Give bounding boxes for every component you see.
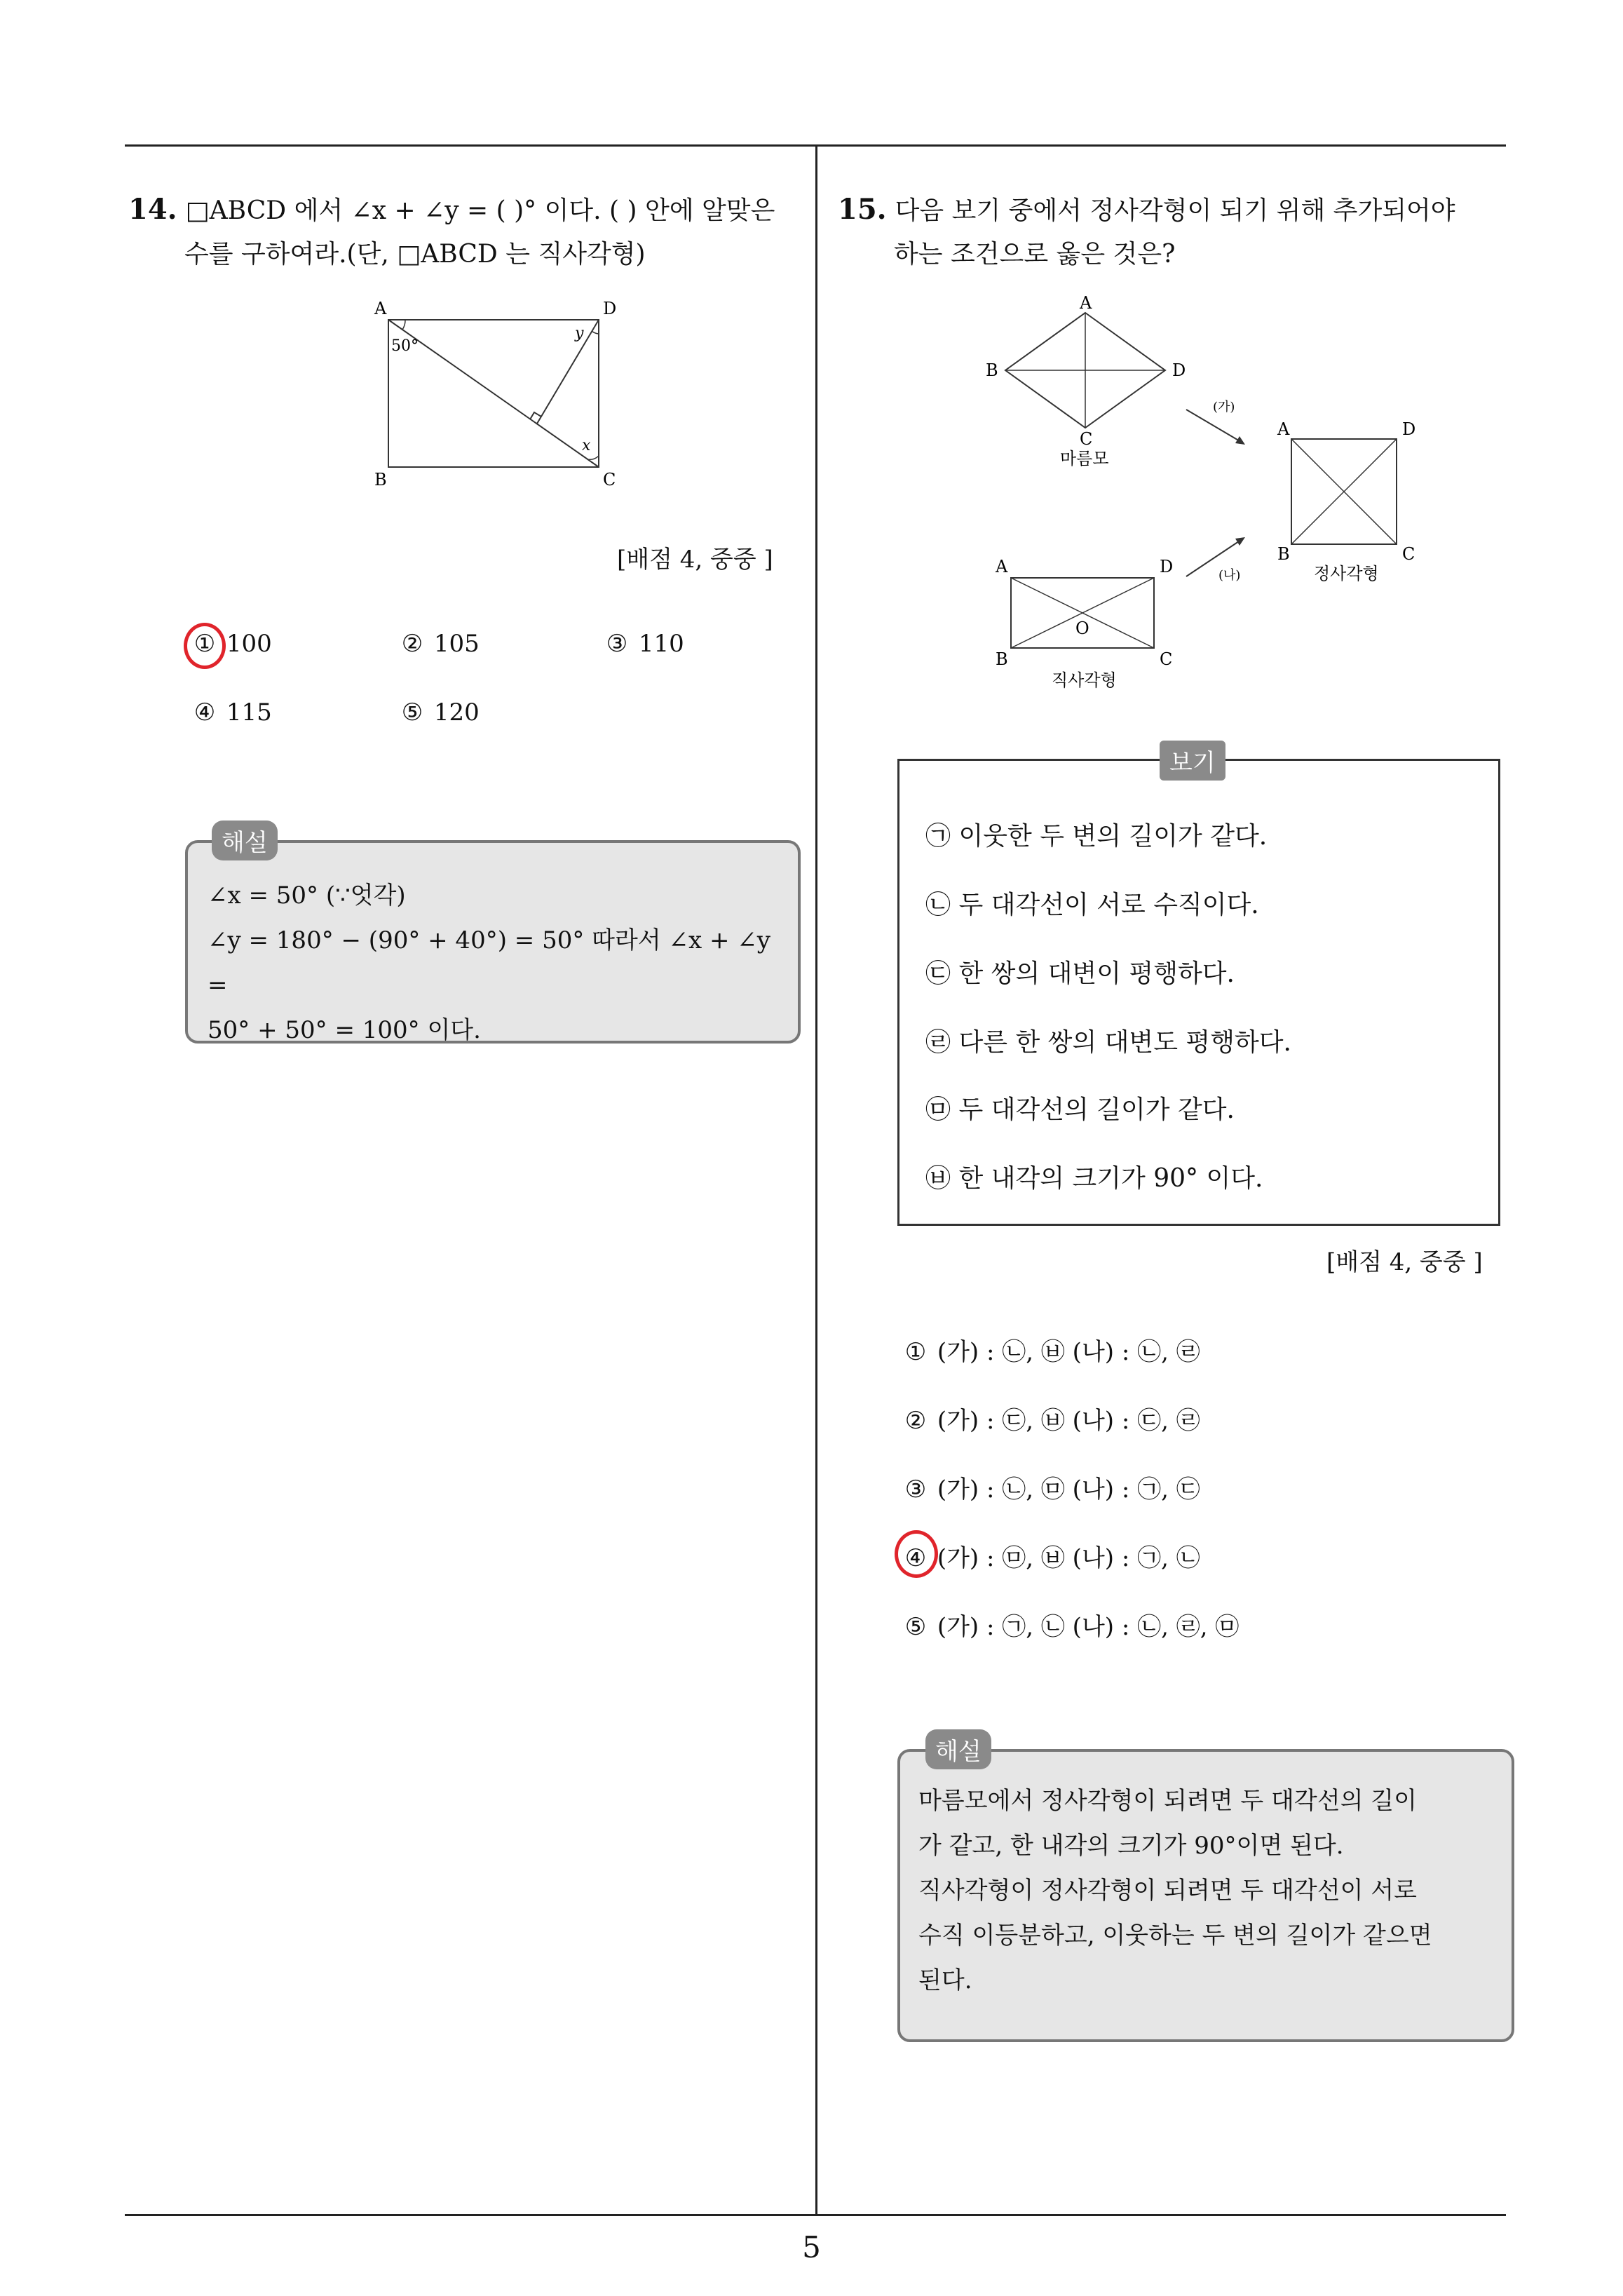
q14-choice-4[interactable]: ④ 115 [193, 698, 272, 727]
q14-choice-2[interactable]: ② 105 [401, 630, 480, 658]
q15-solution-line-4: 수직 이등분하고, 이웃하는 두 변의 길이가 같으면 [918, 1922, 1432, 1950]
fig14-label-c: C [603, 470, 616, 489]
fig14-label-a: A [374, 299, 387, 318]
question-15-number: 15. [838, 193, 887, 226]
question-14-number: 14. [128, 193, 177, 226]
question-14-line2: 수를 구하여라.(단, □ABCD 는 직사각형) [184, 240, 646, 269]
q15-choice-2[interactable]: ② (가) : ㉢, ㉥ (나) : ㉢, ㉣ [904, 1407, 1200, 1435]
q15-answer-circle [895, 1530, 938, 1578]
bogi-item-6: ㉥ 한 내각의 크기가 90° 이다. [925, 1164, 1263, 1193]
fig15-rect-a: A [996, 557, 1008, 576]
q14-answer-circle [184, 623, 226, 669]
question-14-line1: □ABCD 에서 ∠x + ∠y = ( )° 이다. ( ) 안에 알맞은 [185, 196, 775, 225]
question-14-solution-text [208, 873, 782, 1053]
bogi-item-3: ㉢ 한 쌍의 대변이 평행하다. [925, 959, 1235, 988]
question-15-line1: 다음 보기 중에서 정사각형이 되기 위해 추가되어야 [895, 196, 1455, 225]
fig15-rect-label: 직사각형 [1052, 670, 1117, 690]
fig15-arrow-ga: (가) [1213, 400, 1235, 414]
q15-solution-line-1: 마름모에서 정사각형이 되려면 두 대각선의 길이 [918, 1787, 1417, 1815]
q15-choice-3[interactable]: ③ (가) : ㉡, ㉤ (나) : ㉠, ㉢ [904, 1475, 1200, 1504]
question-15-stem [838, 188, 1525, 276]
column-divider [815, 144, 817, 2216]
q14-solution-line-2: ∠y = 180° − (90° + 40°) = 50° 따라서 ∠x + ∠y = [208, 926, 770, 999]
q14-choice-3[interactable]: ③ 110 [606, 630, 684, 658]
fig15-rect-o: O [1075, 619, 1089, 638]
question-14-stem [128, 188, 801, 276]
q15-choice-1[interactable]: ① (가) : ㉡, ㉥ (나) : ㉡, ㉣ [904, 1338, 1200, 1366]
fig15-square-b: B [1277, 544, 1290, 564]
bottom-rule [125, 2214, 1506, 2216]
question-15-line2: 하는 조건으로 옳은 것은? [894, 240, 1176, 269]
fig15-rect-d: D [1160, 557, 1174, 576]
bogi-item-2: ㉡ 두 대각선이 서로 수직이다. [925, 891, 1259, 919]
bogi-tag: 보기 [1160, 741, 1225, 781]
bogi-item-1: ㉠ 이웃한 두 변의 길이가 같다. [925, 822, 1268, 851]
fig15-rect-b: B [996, 649, 1008, 669]
q14-choice-1[interactable]: ① 100 [193, 630, 272, 658]
q14-solution-line-3: 50° + 50° = 100° 이다. [208, 1016, 481, 1044]
question-15-figure [975, 292, 1430, 698]
fig15-square-c: C [1402, 544, 1415, 564]
fig15-square-label: 정사각형 [1314, 564, 1379, 583]
fig14-label-d: D [603, 299, 617, 318]
q15-choice-5[interactable]: ⑤ (가) : ㉠, ㉡ (나) : ㉡, ㉣, ㉤ [904, 1613, 1240, 1641]
fig15-square-d: D [1402, 419, 1416, 439]
question-14-figure [365, 295, 638, 491]
question-15-solution-text [918, 1778, 1500, 2003]
fig14-angle-y: y [575, 325, 584, 342]
fig15-rhombus-d: D [1172, 360, 1186, 380]
fig15-rhombus-label: 마름모 [1060, 449, 1109, 468]
fig15-arrow-na: (나) [1218, 568, 1241, 583]
question-14-solution-tag: 해설 [212, 821, 278, 860]
question-14-score: [배점 4, 중중 ] [617, 546, 773, 574]
fig15-rhombus-c: C [1080, 429, 1093, 449]
q15-solution-line-3: 직사각형이 정사각형이 되려면 두 대각선이 서로 [918, 1877, 1417, 1905]
q15-solution-line-2: 가 같고, 한 내각의 크기가 90°이면 된다. [918, 1832, 1344, 1860]
question-15-score: [배점 4, 중중 ] [1326, 1248, 1483, 1276]
question-15-solution-tag: 해설 [925, 1729, 991, 1769]
bogi-item-4: ㉣ 다른 한 쌍의 대변도 평행하다. [925, 1028, 1291, 1057]
fig14-angle-50: 50° [391, 337, 419, 355]
bogi-item-5: ㉤ 두 대각선의 길이가 같다. [925, 1095, 1235, 1124]
fig14-angle-x: x [582, 437, 591, 454]
fig14-label-b: B [374, 470, 387, 489]
q15-choice-4[interactable]: ④ (가) : ㉤, ㉥ (나) : ㉠, ㉡ [904, 1544, 1200, 1572]
page-number: 5 [802, 2230, 821, 2264]
fig15-rhombus-a: A [1080, 293, 1092, 313]
q15-solution-line-5: 된다. [918, 1966, 972, 1994]
q14-choice-5[interactable]: ⑤ 120 [401, 698, 480, 727]
fig15-square-a: A [1277, 419, 1290, 439]
q14-solution-line-1: ∠x = 50° (∵엇각) [208, 882, 406, 910]
fig15-rhombus-b: B [986, 360, 998, 380]
fig15-rect-c: C [1160, 649, 1173, 669]
